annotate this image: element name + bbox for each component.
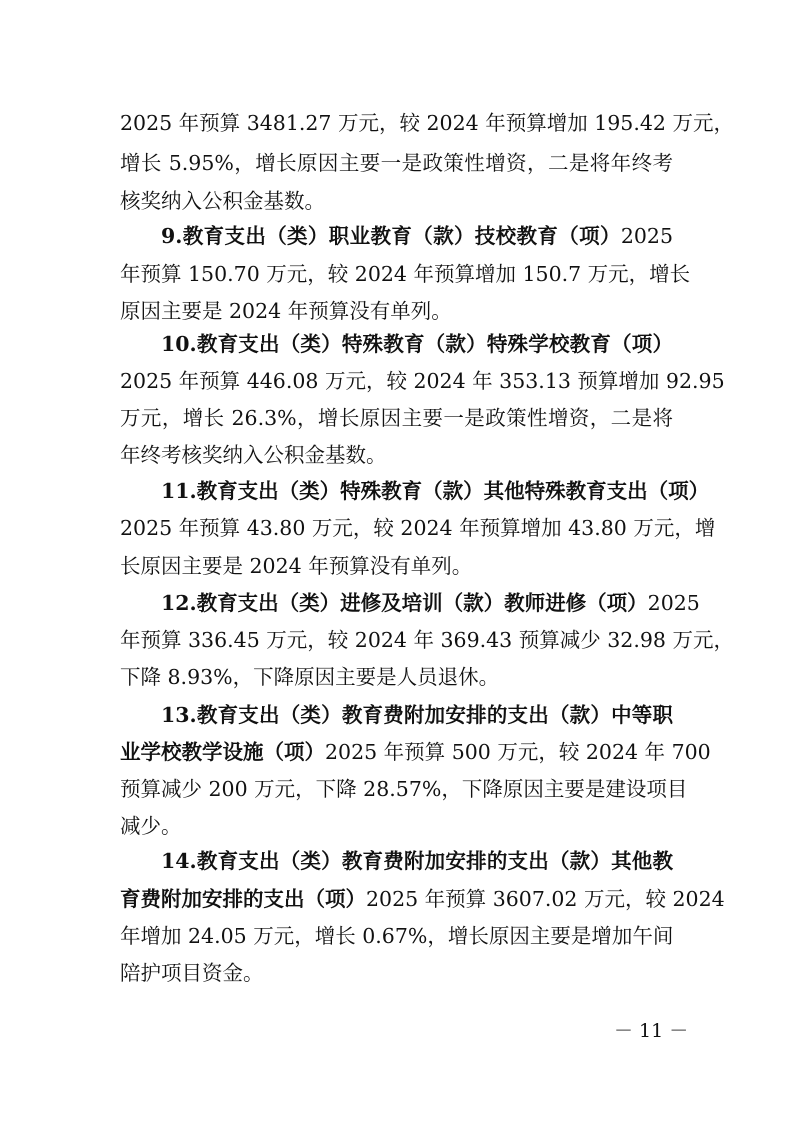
paragraph-14-heading-cont: 育费附加安排的支出（项） — [120, 887, 366, 911]
paragraph-1-line-3: 核奖纳入公积金基数。 — [120, 189, 325, 213]
paragraph-12-heading-tail: 2025 — [647, 591, 700, 615]
paragraph-14-line-3: 年增加 24.05 万元，增长 0.67%，增长原因主要是增加午间 — [120, 924, 674, 948]
paragraph-11-line-2: 2025 年预算 43.80 万元，较 2024 年预算增加 43.80 万元，增 — [120, 516, 716, 540]
paragraph-13-line-2-tail: 2025 年预算 500 万元，较 2024 年 700 — [325, 740, 711, 764]
paragraph-9-line-3: 原因主要是 2024 年预算没有单列。 — [120, 299, 452, 323]
paragraph-10-line-1 — [161, 326, 673, 362]
paragraph-10-line-2: 2025 年预算 446.08 万元，较 2024 年 353.13 预算增加 92.95 — [120, 369, 725, 393]
paragraph-12-line-3: 下降 8.93%，下降原因主要是人员退休。 — [120, 665, 500, 689]
paragraph-10-heading: 10.教育支出（类）特殊教育（款）特殊学校教育（项） — [161, 332, 673, 356]
paragraph-9-heading: 9.教育支出（类）职业教育（款）技校教育（项） — [161, 224, 621, 248]
paragraph-14-line-1 — [161, 843, 673, 879]
paragraph-13-line-1 — [161, 697, 673, 733]
paragraph-1-line-2: 增长 5.95%，增长原因主要一是政策性增资，二是将年终考 — [120, 151, 673, 175]
paragraph-10-line-4: 年终考核奖纳入公积金基数。 — [120, 443, 387, 467]
paragraph-12-line-2: 年预算 336.45 万元，较 2024 年 369.43 预算减少 32.98 万元， — [120, 628, 734, 652]
paragraph-14-line-2-tail: 2025 年预算 3607.02 万元，较 2024 — [366, 887, 725, 911]
paragraph-9-line-2: 年预算 150.70 万元，较 2024 年预算增加 150.7 万元，增长 — [120, 262, 691, 286]
paragraph-13-heading: 13.教育支出（类）教育费附加安排的支出（款）中等职 — [161, 703, 673, 727]
paragraph-13-line-4: 减少。 — [120, 814, 182, 838]
paragraph-14-line-4: 陪护项目资金。 — [120, 961, 264, 985]
paragraph-12-line-1 — [161, 585, 700, 621]
paragraph-13-line-2 — [120, 734, 711, 770]
paragraph-14-line-2 — [120, 881, 725, 917]
paragraph-10-line-3: 万元，增长 26.3%，增长原因主要一是政策性增资，二是将 — [120, 406, 673, 430]
paragraph-11-heading: 11.教育支出（类）特殊教育（款）其他特殊教育支出（项） — [161, 479, 710, 503]
paragraph-1-line-1: 2025 年预算 3481.27 万元，较 2024 年预算增加 195.42 万元， — [120, 111, 734, 135]
paragraph-9-heading-tail: 2025 — [620, 224, 673, 248]
paragraph-13-line-3: 预算减少 200 万元，下降 28.57%，下降原因主要是建设项目 — [120, 777, 688, 801]
paragraph-11-line-3: 长原因主要是 2024 年预算没有单列。 — [120, 554, 473, 578]
paragraph-11-line-1 — [161, 473, 710, 509]
paragraph-12-heading: 12.教育支出（类）进修及培训（款）教师进修（项） — [161, 591, 648, 615]
page-number: － 11 － — [614, 1020, 689, 1042]
paragraph-13-heading-cont: 业学校教学设施（项） — [120, 740, 325, 764]
paragraph-14-heading: 14.教育支出（类）教育费附加安排的支出（款）其他教 — [161, 849, 673, 873]
paragraph-9-line-1 — [161, 218, 673, 254]
